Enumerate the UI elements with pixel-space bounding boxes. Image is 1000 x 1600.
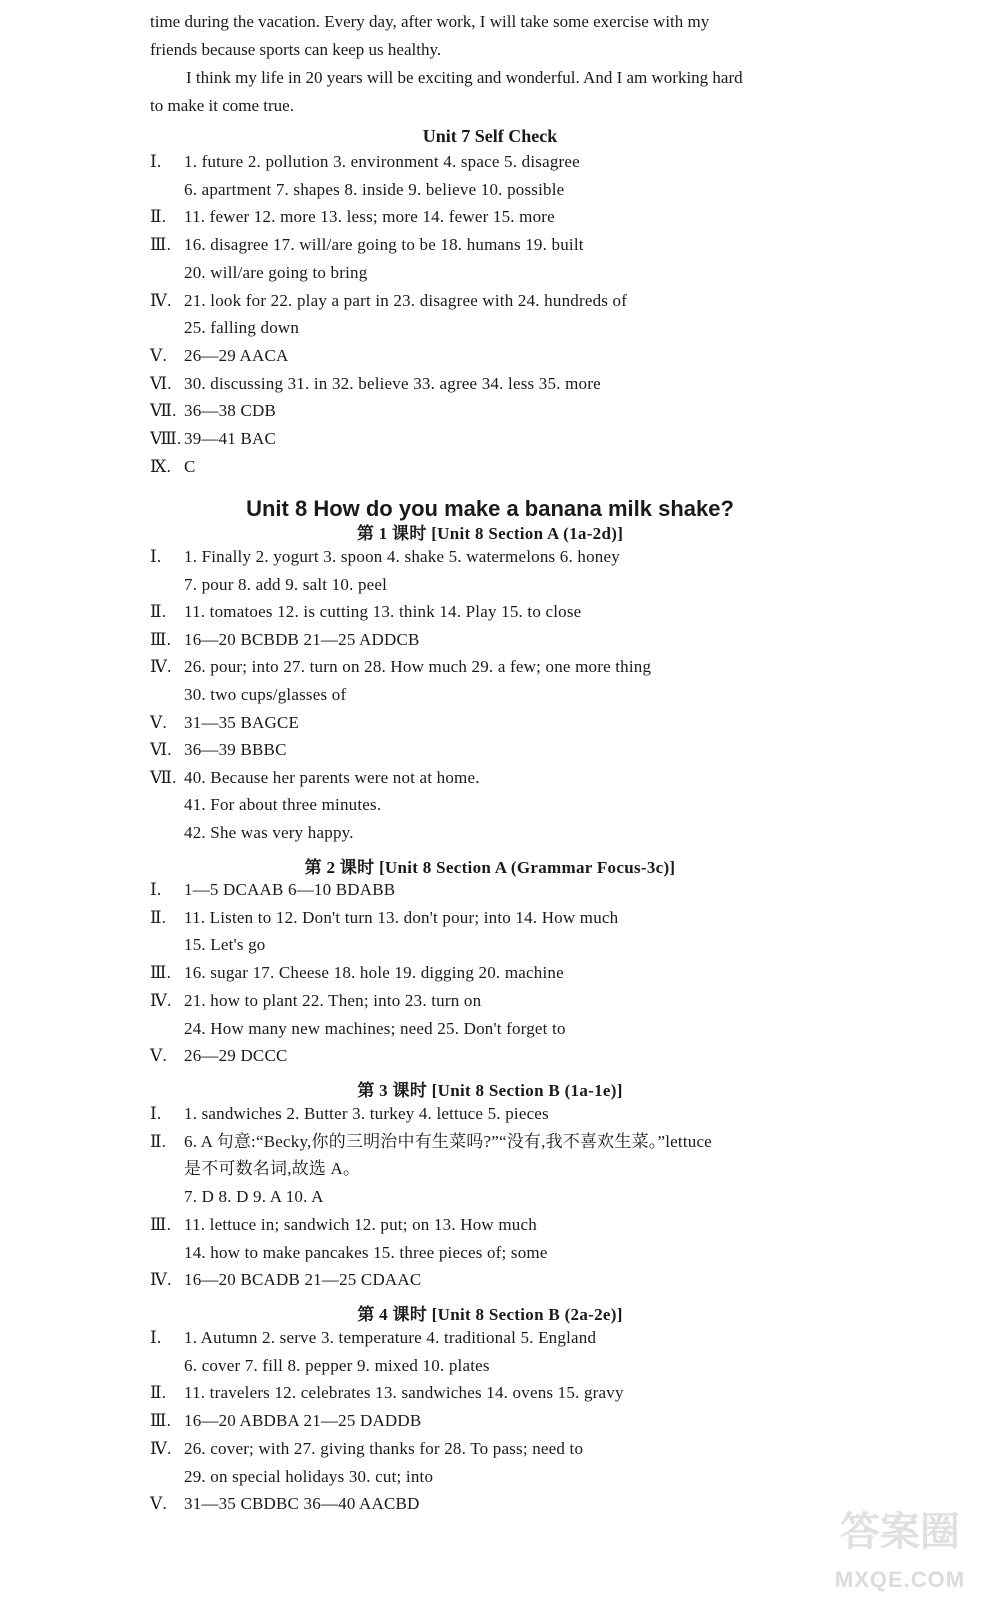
lesson1-line: [150, 740, 287, 760]
section-label: Ⅲ.: [150, 629, 172, 649]
lesson4-line: [150, 1411, 421, 1431]
section-label: Ⅰ.: [150, 880, 162, 899]
answer-text: 16. sugar 17. Cheese 18. hole 19. digging 20. machine: [184, 963, 564, 983]
section-label: Ⅷ.: [150, 429, 182, 448]
unit7-line: [150, 291, 627, 311]
lesson3-line: [150, 1104, 549, 1124]
unit7-line: [150, 401, 276, 421]
section-label: Ⅰ.: [150, 1104, 162, 1123]
unit7-line: [150, 346, 288, 366]
lesson2-line: [150, 963, 564, 983]
lesson1-line: [150, 630, 420, 650]
unit7-line: [150, 429, 276, 449]
answer-text: 25. falling down: [184, 318, 300, 338]
answer-text: 24. How many new machines; need 25. Don't forget to: [184, 1018, 566, 1038]
lesson1-line: [150, 575, 387, 595]
answer-text: 6. apartment 7. shapes 8. inside 9. believe 10. possible: [184, 179, 565, 199]
answer-text: 26—29 AACA: [184, 345, 289, 365]
intro-line-3: I think my life in 20 years will be exciting and wonderful. And I am working hard: [186, 68, 743, 87]
intro-line-4: to make it come true.: [150, 96, 294, 115]
answer-text: 1. sandwiches 2. Butter 3. turkey 4. lettuce 5. pieces: [184, 1104, 549, 1123]
answer-text: 36—39 BBBC: [184, 740, 287, 760]
section-label: Ⅰ.: [150, 152, 162, 171]
answer-text: 40. Because her parents were not at home.: [184, 767, 480, 787]
lesson2-line: [150, 991, 481, 1011]
section-label: Ⅱ.: [150, 1131, 167, 1151]
answer-text: 26—29 DCCC: [184, 1046, 288, 1066]
answer-text: 30. discussing 31. in 32. believe 33. agree 34. less 35. more: [184, 373, 601, 393]
watermark-site: MXQE.COM: [834, 1567, 966, 1592]
answer-text: 6. cover 7. fill 8. pepper 9. mixed 10. plates: [184, 1355, 490, 1375]
section-label: Ⅱ.: [150, 1383, 167, 1403]
answer-text: 6. A 句意:“Becky,你的三明治中有生菜吗?”“没有,我不喜欢生菜。”lettuce: [184, 1131, 712, 1151]
section-label: Ⅴ.: [150, 345, 167, 365]
answer-text: 39—41 BAC: [184, 429, 277, 448]
answer-text: 21. look for 22. play a part in 23. disagree with 24. hundreds of: [184, 290, 628, 310]
lesson2-line: [150, 908, 618, 928]
lesson1-line: [150, 713, 299, 733]
watermark-chars: 答案圈: [840, 1509, 960, 1555]
answer-text: 36—38 CDB: [184, 401, 277, 421]
answer-text: 11. Listen to 12. Don't turn 13. don't pour; into 14. How much: [184, 907, 619, 927]
section-label: Ⅰ.: [150, 1328, 162, 1347]
answer-text: 1. Autumn 2. serve 3. temperature 4. traditional 5. England: [184, 1328, 597, 1347]
section-label: Ⅶ.: [150, 767, 177, 787]
answer-text: 16—20 BCADB 21—25 CDAAC: [184, 1270, 422, 1290]
section-label: Ⅲ.: [150, 235, 172, 255]
section-label: Ⅳ.: [150, 290, 172, 310]
lesson3-line: [150, 1215, 537, 1235]
section-label: Ⅴ.: [150, 1494, 167, 1514]
unit8-heading: Unit 8 How do you make a banana milk shake?: [246, 496, 734, 521]
unit7-line: [150, 180, 564, 200]
section-label: Ⅴ.: [150, 712, 167, 732]
section-label: Ⅳ.: [150, 990, 172, 1010]
lesson4-line: [150, 1383, 624, 1403]
answer-text: 11. fewer 12. more 13. less; more 14. fewer 15. more: [184, 207, 555, 227]
lesson3-line: [150, 1270, 421, 1290]
section-label: Ⅳ.: [150, 1270, 172, 1290]
section-label: Ⅳ.: [150, 657, 172, 677]
section-label: Ⅵ.: [150, 373, 172, 393]
answer-text: 1. future 2. pollution 3. environment 4. space 5. disagree: [184, 152, 580, 171]
section-label: Ⅲ.: [150, 1214, 172, 1234]
lesson1-line: [150, 657, 651, 677]
answer-text: 30. two cups/glasses of: [184, 685, 347, 704]
section-label: Ⅸ.: [150, 456, 172, 476]
answer-text: 29. on special holidays 30. cut; into: [184, 1466, 434, 1486]
lesson2-line: [150, 1019, 566, 1039]
unit7-heading: Unit 7 Self Check: [422, 126, 558, 146]
section-label: Ⅴ.: [150, 1046, 167, 1066]
lesson3-line: [150, 1187, 324, 1207]
lesson3-line: [150, 1132, 712, 1152]
section-label: Ⅳ.: [150, 1438, 172, 1458]
unit7-line: [150, 235, 584, 255]
answer-text: 16—20 BCBDB 21—25 ADDCB: [184, 629, 420, 649]
unit7-line: [150, 152, 580, 172]
lesson1-line: [150, 547, 620, 567]
lesson1-line: [150, 823, 354, 843]
answer-text: 42. She was very happy.: [184, 823, 354, 842]
lesson1-line: [150, 602, 581, 622]
answer-text: 16—20 ABDBA 21—25 DADDB: [184, 1411, 422, 1431]
lesson2-line: [150, 880, 395, 900]
answer-text: 21. how to plant 22. Then; into 23. turn on: [184, 990, 482, 1010]
lesson4-line: [150, 1328, 596, 1348]
unit7-line: [150, 457, 196, 477]
watermark-logo: [815, 1500, 985, 1595]
section-label: Ⅲ.: [150, 963, 172, 983]
section-label: Ⅱ.: [150, 602, 167, 622]
answer-text: 31—35 CBDBC 36—40 AACBD: [184, 1494, 420, 1514]
section-label: Ⅰ.: [150, 547, 162, 566]
answer-text: 11. tomatoes 12. is cutting 13. think 14. Play 15. to close: [184, 602, 582, 622]
lesson2-line: [150, 935, 265, 955]
answer-text: 41. For about three minutes.: [184, 795, 382, 815]
answer-text: 1. Finally 2. yogurt 3. spoon 4. shake 5. watermelons 6. honey: [184, 547, 620, 566]
section-label: Ⅵ.: [150, 740, 172, 760]
lesson4-line: [150, 1439, 583, 1459]
unit7-line: [150, 207, 555, 227]
answer-text: 26. pour; into 27. turn on 28. How much 29. a few; one more thing: [184, 657, 652, 677]
answer-text: 26. cover; with 27. giving thanks for 28. To pass; need to: [184, 1438, 584, 1458]
intro-line-2: friends because sports can keep us healthy.: [150, 40, 442, 59]
answer-text: 11. lettuce in; sandwich 12. put; on 13. How much: [184, 1214, 537, 1234]
lesson4-line: [150, 1356, 490, 1376]
answer-text: 是不可数名词,故选 A。: [184, 1159, 361, 1179]
answer-text: 14. how to make pancakes 15. three pieces of; some: [184, 1242, 548, 1262]
answer-text: 20. will/are going to bring: [184, 262, 368, 282]
lesson4-line: [150, 1494, 420, 1514]
unit7-line: [150, 374, 601, 394]
lesson1-heading: 第 1 课时 [Unit 8 Section A (1a-2d)]: [356, 524, 624, 543]
answer-text: 31—35 BAGCE: [184, 712, 300, 732]
section-label: Ⅱ.: [150, 207, 167, 227]
lesson1-line: [150, 795, 381, 815]
lesson3-line: [150, 1159, 360, 1179]
lesson3-heading: 第 3 课时 [Unit 8 Section B (1a-1e)]: [357, 1081, 623, 1100]
answer-text: 11. travelers 12. celebrates 13. sandwiches 14. ovens 15. gravy: [184, 1383, 624, 1403]
answer-text: 7. pour 8. add 9. salt 10. peel: [184, 574, 388, 594]
lesson3-line: [150, 1243, 548, 1263]
answer-text: C: [184, 456, 196, 476]
section-label: Ⅲ.: [150, 1411, 172, 1431]
answer-text: 15. Let's go: [184, 935, 266, 955]
answer-text: 16. disagree 17. will/are going to be 18. humans 19. built: [184, 235, 584, 255]
lesson1-line: [150, 768, 480, 788]
intro-line-1: time during the vacation. Every day, after work, I will take some exercise with my: [150, 12, 710, 31]
lesson1-line: [150, 685, 346, 705]
lesson4-heading: 第 4 课时 [Unit 8 Section B (2a-2e)]: [357, 1305, 623, 1324]
lesson2-heading: 第 2 课时 [Unit 8 Section A (Grammar Focus-3c)]: [304, 858, 676, 877]
unit7-line: [150, 263, 367, 283]
unit7-line: [150, 318, 299, 338]
answer-text: 7. D 8. D 9. A 10. A: [184, 1187, 324, 1207]
lesson4-line: [150, 1467, 433, 1487]
section-label: Ⅱ.: [150, 907, 167, 927]
section-label: Ⅶ.: [150, 401, 177, 421]
answer-text: 1—5 DCAAB 6—10 BDABB: [184, 880, 396, 899]
lesson2-line: [150, 1046, 288, 1066]
